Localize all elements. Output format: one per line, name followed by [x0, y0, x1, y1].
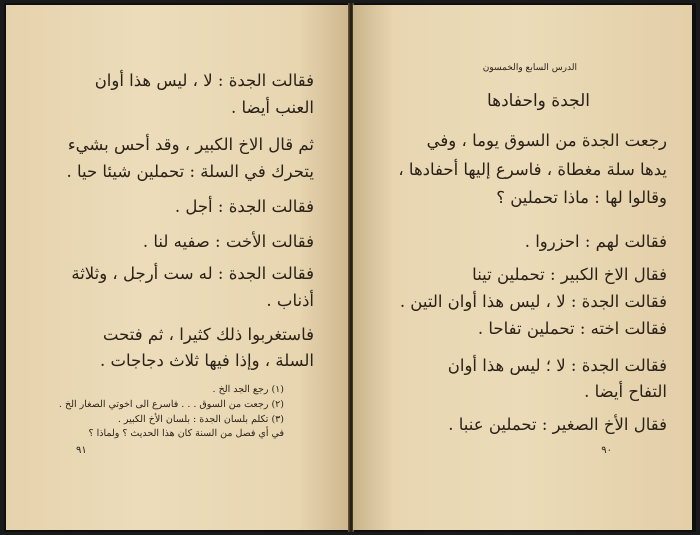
footnote: (٣) تكلم بلسان الجدة : بلسان الأخ الكبير .: [117, 414, 284, 425]
text-line: رجعت الجدة من السوق يوما ، وفي: [426, 131, 667, 150]
page-number: ٩٠: [601, 445, 612, 456]
page-number: ٩١: [76, 445, 87, 456]
text-line: يتحرك في السلة : تحملين شيئا حيا .: [66, 162, 314, 181]
text-line: وقالوا لها : ماذا تحملين ؟: [496, 188, 667, 207]
text-line: فقالت الجدة : لا ؛ ليس هذا أوان: [447, 356, 667, 375]
lesson-title: الجدة واحفادها: [486, 91, 590, 111]
footnote: (١) رجع الجد الخ .: [212, 384, 284, 395]
text-line: يدها سلة مغطاة ، فاسرع إليها أحفادها ،: [398, 160, 667, 179]
text-line: فقالت الجدة : له ست أرجل ، وثلاثة: [71, 264, 314, 283]
text-line: فقالت الأخت : صفيه لنا .: [142, 232, 314, 251]
text-line: فقالت اخته : تحملين تفاحا .: [477, 319, 667, 338]
right-page: [353, 5, 692, 530]
book-spread: [4, 3, 696, 532]
running-header: الدرس السابع والخمسون: [482, 63, 577, 73]
text-line: العنب أيضا .: [231, 98, 314, 117]
text-line: فقالت الجدة : لا ، ليس هذا أوان: [94, 71, 314, 90]
text-line: فقال الاخ الكبير : تحملين تينا: [472, 265, 667, 284]
text-line: فقالت لهم : احزروا .: [524, 232, 667, 251]
footnote: في أي فصل من السنة كان هذا الحديث ؟ ولماذا ؟: [88, 428, 284, 439]
footnote: (٢) رجعت من السوق . . . فاسرع الى اخوتي الصغار الخ .: [58, 399, 284, 410]
text-line: فاستغربوا ذلك كثيرا ، ثم فتحت: [102, 325, 314, 344]
left-page: [6, 5, 349, 530]
text-line: فقالت الجدة : أجل .: [174, 197, 314, 216]
text-line: أذناب .: [266, 291, 314, 310]
text-line: فقال الأخ الصغير : تحملين عنبا .: [448, 415, 667, 434]
text-line: السلة ، وإذا فيها ثلاث دجاجات .: [100, 351, 314, 370]
text-line: ثم قال الاخ الكبير ، وقد أحس بشيء: [67, 135, 314, 154]
text-line: فقالت الجدة : لا ، ليس هذا أوان التين .: [399, 292, 667, 311]
text-line: التفاح أيضا .: [584, 382, 667, 401]
